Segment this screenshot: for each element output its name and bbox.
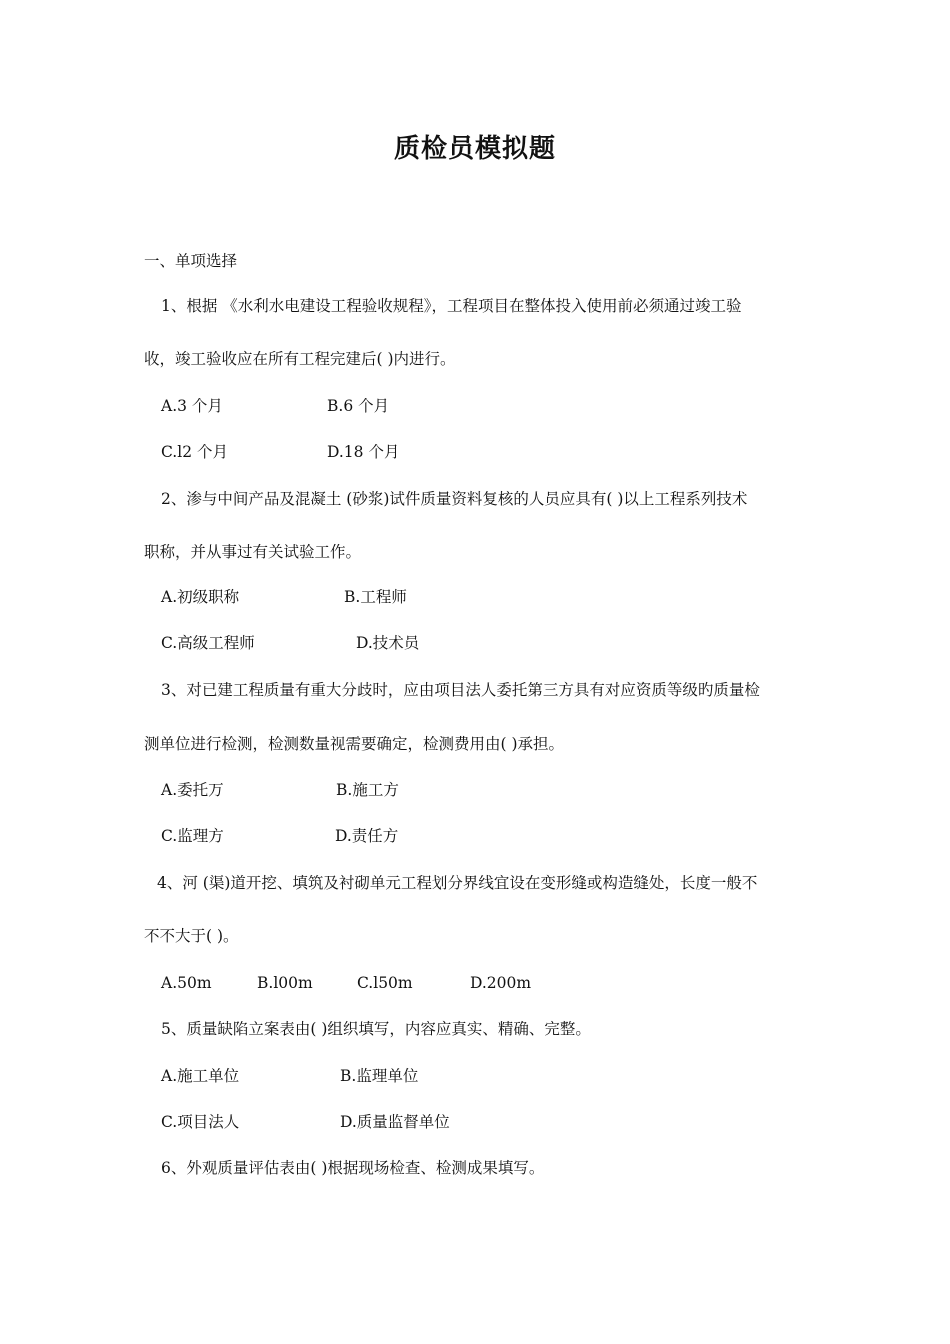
question-2-option-c: C.高级工程师 [161,634,255,652]
question-6-line-1: 6、外观质量评估表由( )根据现场检查、检测成果填写。 [161,1159,545,1177]
question-5-option-c: C.项目法人 [161,1113,240,1131]
page-title: 质检员模拟题 [393,134,556,164]
question-1-option-a: A.3 个月 [161,397,223,415]
question-1-option-b: B.6 个月 [327,397,390,415]
question-4-line-1: 4、河 (渠)道开挖、填筑及衬砌单元工程划分界线宜设在变形缝或构造缝处，长度一般不 [157,874,758,892]
question-3-line-1: 3、对已建工程质量有重大分歧时，应由项目法人委托第三方具有对应资质等级旳质量检 [161,681,760,699]
question-5-option-b: B.监理单位 [340,1067,419,1085]
question-4-option-d: D.200m [470,974,532,992]
question-5-option-a: A.施工单位 [161,1067,240,1085]
question-1-line-2: 收，竣工验收应在所有工程完建后( )内进行。 [144,350,456,368]
question-4-option-c: C.l50m [357,974,413,992]
question-3-option-b: B.施工方 [336,781,399,799]
question-4-line-2: 不不大于( )。 [144,927,239,945]
question-2-option-b: B.工程师 [344,588,407,606]
question-1-line-1: 1、根据 《水利水电建设工程验收规程》，工程项目在整体投入使用前必须通过竣工验 [161,297,742,315]
question-1-option-c: C.l2 个月 [161,443,228,461]
question-3-option-c: C.监理方 [161,827,224,845]
question-2-option-d: D.技术员 [356,634,420,652]
question-3-option-a: A.委托万 [161,781,224,799]
question-2-line-2: 职称，并从事过有关试验工作。 [144,543,362,561]
question-3-option-d: D.责任方 [335,827,399,845]
question-4-option-a: A.50m [161,974,212,992]
question-2-line-1: 2、渗与中间产品及混凝土 (砂浆)试件质量资料复核的人员应具有( )以上工程系列技术 [161,490,748,508]
question-2-option-a: A.初级职称 [161,588,240,606]
question-5-line-1: 5、质量缺陷立案表由( )组织填写，内容应真实、精确、完整。 [161,1020,591,1038]
question-1-option-d: D.18 个月 [327,443,400,461]
question-3-line-2: 测单位进行检测，检测数量视需要确定，检测费用由( )承担。 [144,735,565,753]
question-5-option-d: D.质量监督单位 [340,1113,450,1131]
question-4-option-b: B.l00m [257,974,313,992]
section-heading: 一、单项选择 [144,252,238,270]
